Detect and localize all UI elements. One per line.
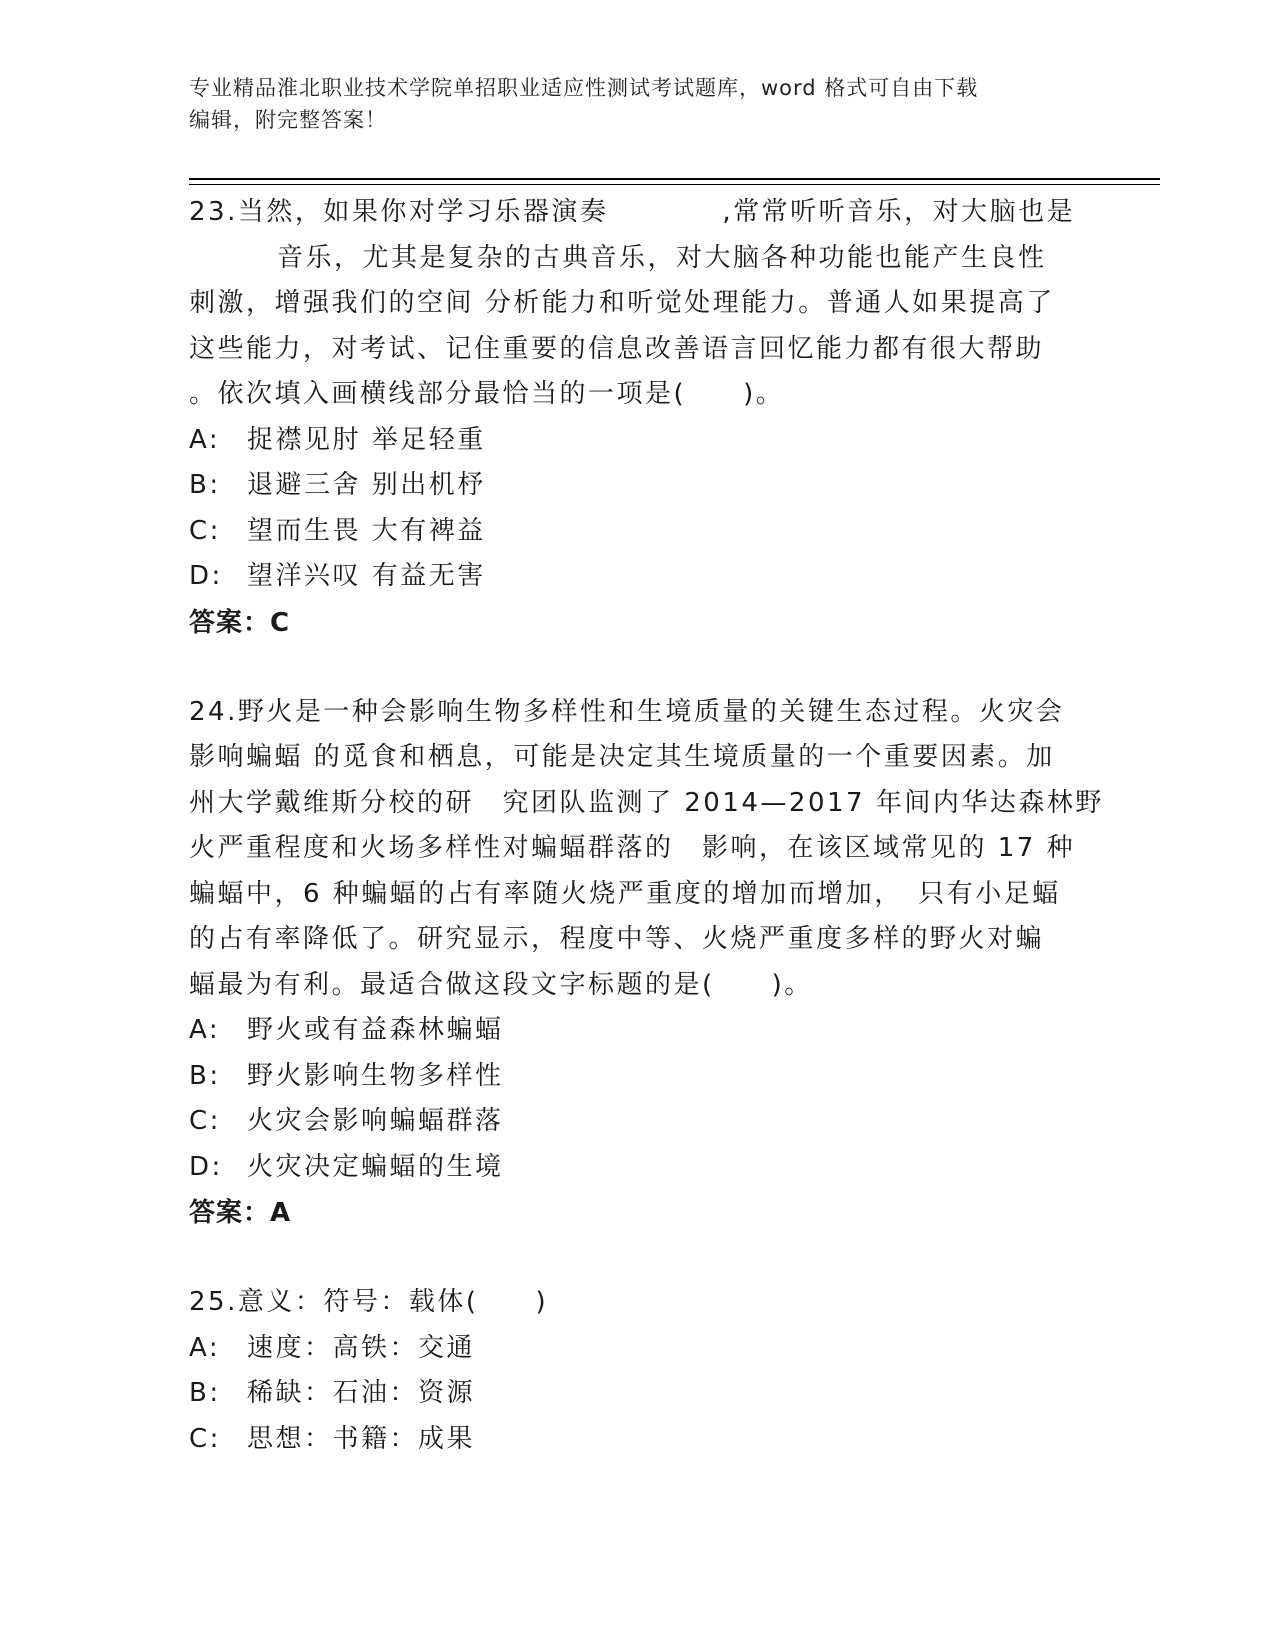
option-d [189,1145,1089,1191]
question-text-line: 23.当然，如果你对学习乐器演奏 ,常常听听音乐，对大脑也是 [189,197,1076,227]
option-letter: C: [189,515,221,546]
option-letter: B: [189,1378,221,1408]
question-text-line: 25.意义：符号：载体( ) [189,1287,549,1317]
question-text-line: 的占有率降低了。研究显示，程度中等、火烧严重度多样的野火对蝙 [189,924,1045,954]
option-letter: D: [189,561,223,591]
page-header [189,72,1089,136]
option-text: 望而生畏 大有裨益 [247,515,486,546]
header-divider-thick [189,178,1160,180]
question-text-line: 州大学戴维斯分校的研 究团队监测了 2014—2017 年间内华达森林野 [189,787,1104,818]
option-letter: B: [189,1060,221,1091]
option-letter: A: [189,1015,221,1045]
question-text-line: 影响蝙蝠 的觅食和栖息，可能是决定其生境质量的一个重要因素。加 [189,742,1055,772]
answer-label: 答案：C [189,607,291,638]
option-text: 火灾会影响蝙蝠群落 [247,1106,504,1136]
question-text-line: 火严重程度和火场多样性对蝙蝠群落的 影响，在该区域常见的 17 种 [189,833,1076,863]
option-text: 速度：高铁：交通 [247,1332,476,1363]
option-d [189,554,1089,600]
question-text-line: 音乐，尤其是复杂的古典音乐，对大脑各种功能也能产生良性 [277,242,1047,273]
option-c [189,1417,1089,1463]
option-text: 望洋兴叹 有益无害 [247,561,486,591]
question-text-line: 蝠最为有利。最适合做这段文字标题的是( )。 [189,969,813,1000]
question-24 [189,690,1104,1237]
question-text-line: 。依次填入画横线部分最恰当的一项是( )。 [189,379,785,409]
option-letter: C: [189,1106,221,1136]
option-a [189,1008,1089,1054]
option-b [189,1054,1089,1100]
question-text-line: 这些能力，对考试、记住重要的信息改善语言回忆能力都有很大帮助 [189,333,1045,364]
option-text: 退避三舍 别出机杼 [247,470,486,500]
question-list [189,190,1104,1462]
option-b [189,1371,1089,1417]
option-b [189,463,1089,509]
question-text-line: 24.野火是一种会影响生物多样性和生境质量的关键生态过程。火灾会 [189,696,1065,727]
question-spacer [189,1236,1089,1280]
option-text: 野火影响生物多样性 [247,1060,504,1091]
question-text-line: 蝙蝠中，6 种蝙蝠的占有率随火烧严重度的增加而增加， 只有小足蝠 [189,878,1061,909]
option-text: 野火或有益森林蝙蝠 [247,1015,504,1045]
question-23 [189,190,1089,646]
option-letter: B: [189,470,221,500]
header-line-2: 编辑，附完整答案！ [189,108,387,132]
option-text: 稀缺：石油：资源 [247,1378,476,1408]
header-divider-thin [189,184,1160,185]
option-text: 思想：书籍：成果 [247,1423,476,1454]
option-text: 捉襟见肘 举足轻重 [247,424,486,455]
option-a [189,1326,1089,1372]
question-spacer [189,646,1089,690]
question-25 [189,1280,1089,1462]
option-letter: D: [189,1151,223,1182]
option-text: 火灾决定蝙蝠的生境 [247,1151,504,1182]
option-c [189,1099,1089,1145]
question-text-line: 刺激，增强我们的空间 分析能力和听觉处理能力。普通人如果提高了 [189,288,1055,318]
option-letter: C: [189,1423,221,1454]
option-c [189,509,1089,555]
answer-label: 答案：A [189,1198,292,1228]
option-letter: A: [189,1332,221,1363]
option-a [189,418,1089,464]
option-letter: A: [189,424,221,455]
header-line-1: 专业精品淮北职业技术学院单招职业适应性测试考试题库，word 格式可自由下载 [189,76,979,100]
